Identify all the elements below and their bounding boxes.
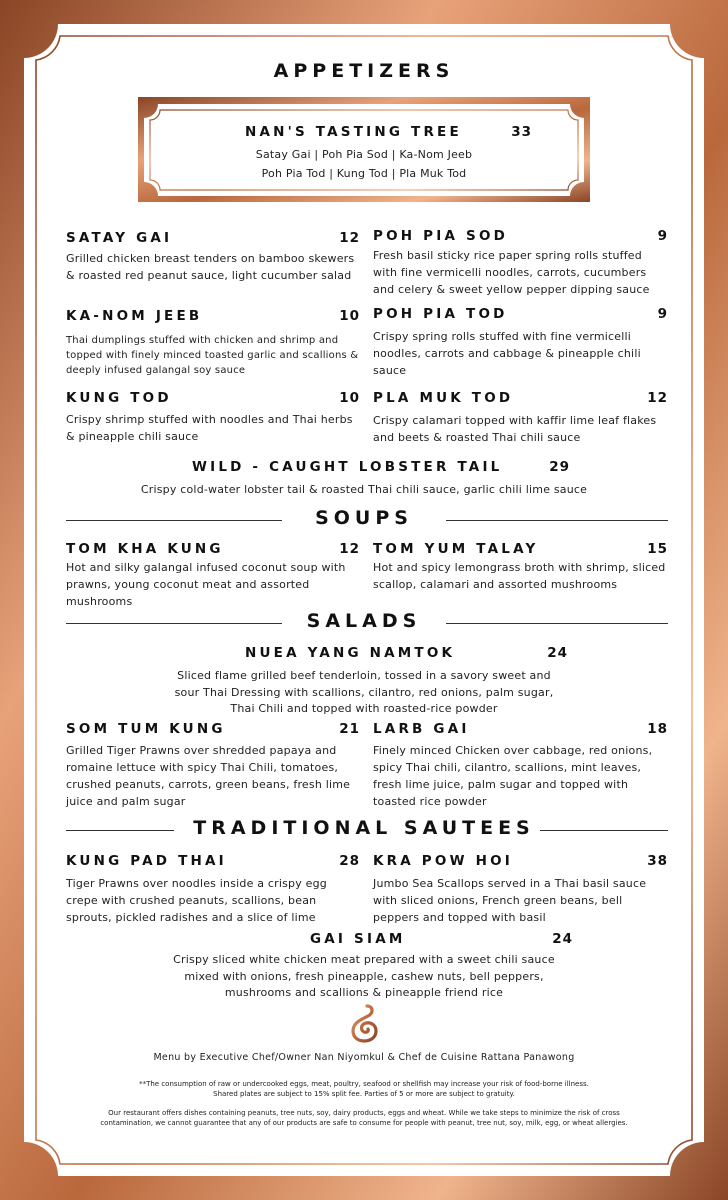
divider-line bbox=[540, 830, 668, 831]
dish-desc-kung-pad-thai: Tiger Prawns over noodles inside a crispy egg crepe with crushed peanuts, scallions, bean sprouts, pickled radishes and a slice of lime bbox=[66, 877, 327, 924]
dish-name-kung-tod: KUNG TOD bbox=[66, 390, 172, 406]
swirl-logo-icon bbox=[343, 1002, 385, 1044]
dish-desc-poh-pia-sod: Fresh basil sticky rice paper spring rolls stuffed with fine vermicelli noodles, carrots, cucumbers and celery & sweet yellow pepper dipping sauce bbox=[373, 249, 650, 296]
tasting-tree-line1: Satay Gai | Poh Pia Sod | Ka-Nom Jeeb bbox=[255, 148, 473, 161]
dish-desc-gai-siam-line1: Crispy sliced white chicken meat prepared with a sweet chili sauce bbox=[173, 953, 555, 966]
dish-price-poh-pia-tod: 9 bbox=[657, 306, 668, 322]
dish-name-nuea-yang-namtok: NUEA YANG NAMTOK bbox=[245, 645, 456, 661]
allergy-notice-line2: contamination, we cannot guarantee that any of our products are safe to consume for people with peanut, tree nut, soy, milk, egg, or wheat allergies. bbox=[100, 1119, 628, 1127]
dish-desc-gai-siam-line3: mushrooms and scallions & pineapple friend rice bbox=[224, 986, 504, 999]
sautees-title: TRADITIONAL SAUTEES bbox=[193, 817, 535, 839]
dish-name-ka-nom-jeeb: KA-NOM JEEB bbox=[66, 308, 203, 324]
soups-title: SOUPS bbox=[315, 507, 413, 529]
dish-price-kung-pad-thai: 28 bbox=[339, 853, 360, 869]
dish-desc-ka-nom-jeeb: Thai dumplings stuffed with chicken and shrimp and topped with finely minced toasted garlic and scallions & deeply infused galangal soy sauce bbox=[66, 335, 359, 376]
dish-desc-satay-gai: Grilled chicken breast tenders on bamboo skewers & roasted red peanut sauce, light cucumber salad bbox=[66, 252, 355, 282]
dish-name-larb-gai: LARB GAI bbox=[373, 721, 470, 737]
allergy-notice-line1: Our restaurant offers dishes containing peanuts, tree nuts, soy, dairy products, eggs and wheat. While we take steps to minimize the risk of cross bbox=[108, 1109, 620, 1117]
dish-name-lobster-tail: WILD - CAUGHT LOBSTER TAIL bbox=[192, 459, 503, 475]
dish-price-gai-siam: 24 bbox=[552, 931, 573, 947]
dish-name-poh-pia-tod: POH PIA TOD bbox=[373, 306, 508, 322]
dish-price-pla-muk-tod: 12 bbox=[647, 390, 668, 406]
dish-name-satay-gai: SATAY GAI bbox=[66, 230, 173, 246]
dish-desc-nuea-line3: Thai Chili and topped with roasted-rice powder bbox=[230, 702, 498, 715]
dish-price-nuea-yang-namtok: 24 bbox=[547, 645, 568, 661]
dish-price-som-tum-kung: 21 bbox=[339, 721, 360, 737]
dish-price-kra-pow-hoi: 38 bbox=[647, 853, 668, 869]
dish-name-gai-siam: GAI SIAM bbox=[310, 931, 406, 947]
dish-price-tom-yum-talay: 15 bbox=[647, 541, 668, 557]
dish-name-poh-pia-sod: POH PIA SOD bbox=[373, 228, 509, 244]
split-fee-notice: Shared plates are subject to 15% split fee. Parties of 5 or more are subject to gratuity. bbox=[213, 1090, 515, 1098]
dish-price-kung-tod: 10 bbox=[339, 390, 360, 406]
dish-price-ka-nom-jeeb: 10 bbox=[339, 308, 360, 324]
dish-price-poh-pia-sod: 9 bbox=[657, 228, 668, 244]
dish-price-lobster-tail: 29 bbox=[549, 459, 570, 475]
dish-desc-tom-kha-kung: Hot and silky galangal infused coconut soup with prawns, young coconut meat and assorted mushrooms bbox=[66, 561, 346, 608]
divider-line bbox=[446, 623, 668, 624]
dish-desc-poh-pia-tod: Crispy spring rolls stuffed with fine vermicelli noodles, carrots and cabbage & pineapple chili sauce bbox=[373, 330, 641, 377]
dish-desc-nuea-line2: sour Thai Dressing with scallions, cilantro, red onions, palm sugar, bbox=[174, 686, 554, 699]
chef-credit: Menu by Executive Chef/Owner Nan Niyomkul & Chef de Cuisine Rattana Panawong bbox=[153, 1052, 575, 1063]
dish-desc-som-tum-kung: Grilled Tiger Prawns over shredded papaya and romaine lettuce with spicy Thai Chili, tomatoes, crushed peanuts, carrots, green beans, fresh lime juice and palm sugar bbox=[66, 744, 351, 808]
divider-line bbox=[446, 520, 668, 521]
dish-desc-lobster-tail: Crispy cold-water lobster tail & roasted Thai chili sauce, garlic chili lime sauce bbox=[140, 483, 588, 496]
dish-desc-pla-muk-tod: Crispy calamari topped with kaffir lime leaf flakes and beets & roasted Thai chili sauce bbox=[373, 414, 657, 444]
tasting-tree-line2: Poh Pia Tod | Kung Tod | Pla Muk Tod bbox=[261, 167, 467, 180]
dish-desc-kra-pow-hoi: Jumbo Sea Scallops served in a Thai basil sauce with sliced onions, French green beans, bell peppers and topped with basil bbox=[373, 877, 647, 924]
salads-title: SALADS bbox=[306, 610, 422, 632]
tasting-tree-name: NAN'S TASTING TREE bbox=[245, 124, 462, 140]
consumption-notice: **The consumption of raw or undercooked eggs, meat, poultry, seafood or shellfish may increase your risk of food-borne illness. bbox=[139, 1080, 589, 1088]
tasting-tree-price: 33 bbox=[511, 124, 532, 140]
dish-name-tom-kha-kung: TOM KHA KUNG bbox=[66, 541, 224, 557]
dish-price-tom-kha-kung: 12 bbox=[339, 541, 360, 557]
dish-desc-tom-yum-talay: Hot and spicy lemongrass broth with shrimp, sliced scallop, calamari and assorted mushrooms bbox=[373, 561, 666, 591]
appetizers-title: APPETIZERS bbox=[273, 60, 455, 82]
dish-desc-kung-tod: Crispy shrimp stuffed with noodles and Thai herbs & pineapple chili sauce bbox=[66, 413, 353, 443]
dish-price-satay-gai: 12 bbox=[339, 230, 360, 246]
dish-desc-larb-gai: Finely minced Chicken over cabbage, red onions, spicy Thai chili, cilantro, scallions, mint leaves, fresh lime juice, palm sugar and topped with toasted rice powder bbox=[373, 744, 653, 808]
dish-desc-gai-siam-line2: mixed with onions, fresh pineapple, cashew nuts, bell peppers, bbox=[184, 970, 544, 983]
dish-name-pla-muk-tod: PLA MUK TOD bbox=[373, 390, 514, 406]
dish-name-kung-pad-thai: KUNG PAD THAI bbox=[66, 853, 227, 869]
dish-name-kra-pow-hoi: KRA POW HOI bbox=[373, 853, 513, 869]
dish-desc-nuea-line1: Sliced flame grilled beef tenderloin, tossed in a savory sweet and bbox=[177, 669, 551, 682]
dish-name-som-tum-kung: SOM TUM KUNG bbox=[66, 721, 226, 737]
dish-name-tom-yum-talay: TOM YUM TALAY bbox=[373, 541, 539, 557]
dish-price-larb-gai: 18 bbox=[647, 721, 668, 737]
